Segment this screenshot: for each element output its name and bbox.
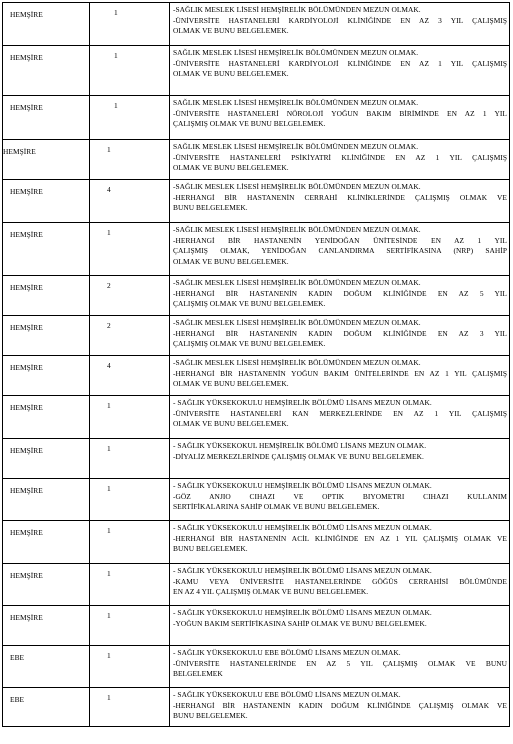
- position-count-cell: 2: [90, 276, 170, 316]
- requirement-line: OLMAK VE BUNU BELGELEMEK.: [173, 379, 289, 389]
- requirement-line: -SAĞLIK MESLEK LİSESİ HEMŞİRELİK BÖLÜMÜNDEN MEZUN OLMAK.: [173, 318, 421, 327]
- requirement-line: SERTİFİKALARINA SAHİP OLMAK VE BUNU BELGELEMEK.: [173, 502, 380, 512]
- requirement-line: - SAĞLIK YÜKSEKOKULU HEMŞİRELİK BÖLÜMÜ LİSANS MEZUN OLMAK.: [173, 523, 432, 532]
- position-title-cell: HEMŞİRE: [3, 479, 90, 521]
- table-row: [3, 3, 510, 46]
- position-count-cell: 1: [90, 140, 170, 180]
- requirement-line: EN AZ 4 YIL ÇALIŞMIŞ OLMAK VE BUNU BELGELEMEK.: [173, 587, 369, 597]
- position-count-cell: 1: [90, 223, 170, 276]
- table-row: [3, 46, 510, 96]
- requirements-cell: [170, 180, 510, 223]
- requirements-cell: [170, 140, 510, 180]
- requirement-line: -SAĞLIK MESLEK LİSESİ HEMŞİRELİK BÖLÜMÜNDEN MEZUN OLMAK.: [173, 278, 421, 287]
- requirement-line: - SAĞLIK YÜKSEKOKULU HEMŞİRELİK BÖLÜMÜ LİSANS MEZUN OLMAK.: [173, 398, 432, 407]
- requirement-line: - SAĞLIK YÜKSEKOKUL HEMŞİRELİK BÖLÜMÜ LİSANS MEZUN OLMAK.: [173, 441, 427, 450]
- requirement-line: OLMAK VE BUNU BELGELEMEK.: [173, 69, 289, 79]
- position-title-cell: HEMŞİRE: [3, 564, 90, 606]
- requirement-line: -HERHANGİ BİR HASTANENİN YENİDOĞAN ÜNİTESİNDE EN AZ 1 YIL: [173, 235, 507, 245]
- requirements-cell: [170, 396, 510, 439]
- position-count-cell: 4: [90, 180, 170, 223]
- requirement-line: -ÜNİVERSİTE HASTANELERİ PSİKİYATRİ KLİNİĞİNDE EN AZ 1 YIL ÇALIŞMIŞ: [173, 152, 507, 162]
- position-count-cell: 1: [90, 606, 170, 646]
- requirement-line: -ÜNİVERSİTE HASTANELERİ KARDİYOLOJİ KLİNİĞİNDE EN AZ 1 YIL ÇALIŞMIŞ: [173, 58, 507, 68]
- position-count-cell: 2: [90, 316, 170, 356]
- position-title-cell: HEMŞİRE: [3, 606, 90, 646]
- requirement-line: ÇALIŞMIŞ OLMAK, YENİDOĞAN CANLANDIRMA SERTİFİKASINA (NRP) SAHİP: [173, 246, 507, 256]
- requirement-line: -ÜNİVERSİTE HASTANELERİ KARDİYOLOJİ KLİNİĞİNDE EN AZ 3 YIL ÇALIŞMIŞ: [173, 15, 507, 25]
- requirements-cell: [170, 223, 510, 276]
- requirements-cell: [170, 46, 510, 96]
- requirement-line: -ÜNİVERSİTE HASTANELERİ NÖROLOJİ YOĞUN BAKIM BİRİMİNDE EN AZ 1 YIL: [173, 108, 507, 118]
- requirement-line: -SAĞLIK MESLEK LİSESİ HEMŞİRELİK BÖLÜMÜNDEN MEZUN OLMAK.: [173, 225, 421, 234]
- position-count-cell: 1: [90, 479, 170, 521]
- requirement-line: -HERHANGİ BİR HASTANENİN KADIN DOĞUM KLİNİĞİNDE EN AZ 3 YIL: [173, 328, 507, 338]
- requirement-line: - SAĞLIK YÜKSEKOKULU HEMŞİRELİK BÖLÜMÜ LİSANS MEZUN OLMAK.: [173, 566, 432, 575]
- position-count-cell: 1: [90, 521, 170, 564]
- position-title-cell: HEMŞİRE: [3, 396, 90, 439]
- requirement-line: -YOĞUN BAKIM SERTİFİKASINA SAHİP OLMAK VE BUNU BELGELEMEK.: [173, 618, 427, 628]
- requirements-cell: [170, 521, 510, 564]
- table-row: [3, 521, 510, 564]
- position-count-cell: 4: [90, 356, 170, 396]
- table-row: [3, 96, 510, 140]
- requirement-line: -ÜNİVERSİTE HASTANELERİNDE EN AZ 5 YIL ÇALIŞMIŞ OLMAK VE BUNU: [173, 658, 507, 668]
- requirements-cell: [170, 276, 510, 316]
- requirements-cell: [170, 564, 510, 606]
- position-title-cell: HEMŞİRE: [3, 3, 90, 46]
- requirement-line: ÇALIŞMIŞ OLMAK VE BUNU BELGELEMEK.: [173, 339, 326, 349]
- requirements-cell: [170, 646, 510, 688]
- requirement-line: ÇALIŞMIŞ OLMAK VE BUNU BELGELEMEK.: [173, 119, 326, 129]
- table-row: [3, 439, 510, 479]
- table-row: [3, 180, 510, 223]
- position-count-cell: 1: [90, 439, 170, 479]
- requirement-line: SAĞLIK MESLEK LİSESİ HEMŞİRELİK BÖLÜMÜNDEN MEZUN OLMAK.: [173, 142, 419, 151]
- requirement-line: -SAĞLIK MESLEK LİSESİ HEMŞİRELİK BÖLÜMÜNDEN MEZUN OLMAK.: [173, 182, 421, 191]
- position-title-cell: HEMŞİRE: [3, 180, 90, 223]
- table-row: [3, 564, 510, 606]
- position-count-cell: 1: [90, 46, 170, 96]
- table-row: [3, 356, 510, 396]
- requirement-line: -HERHANGİ BİR HASTANENİN KADIN DOĞUM KLİNİĞİNDE EN AZ 5 YIL: [173, 288, 507, 298]
- requirements-cell: [170, 316, 510, 356]
- position-title-cell: EBE: [3, 646, 90, 688]
- position-title-cell: EBE: [3, 688, 90, 727]
- requirements-cell: [170, 688, 510, 727]
- position-count-cell: 1: [90, 564, 170, 606]
- position-title-cell: HEMŞİRE: [3, 276, 90, 316]
- requirements-cell: [170, 3, 510, 46]
- requirement-line: -HERHANGİ BİR HASTANENİN CERRAHİ KLİNİKLERİNDE ÇALIŞMIŞ OLMAK VE: [173, 192, 507, 202]
- requirements-cell: [170, 96, 510, 140]
- requirement-line: -DİYALİZ MERKEZLERİNDE ÇALIŞMIŞ OLMAK VE BUNU BELGELEMEK.: [173, 451, 424, 461]
- requirement-line: BUNU BELGELEMEK.: [173, 544, 248, 554]
- requirement-line: -HERHANGİ BİR HASTANENİN KADIN DOĞUM KLİNİĞİNDE ÇALIŞMIŞ OLMAK VE: [173, 700, 507, 710]
- requirement-line: OLMAK VE BUNU BELGELEMEK.: [173, 256, 289, 266]
- table-row: [3, 646, 510, 688]
- requirement-line: -HERHANGİ BİR HASTANENİN ACİL KLİNİĞİNDE EN AZ 1 YIL ÇALIŞMIŞ OLMAK VE: [173, 533, 507, 543]
- requirement-line: OLMAK VE BUNU BELGELEMEK.: [173, 163, 289, 173]
- requirement-line: - SAĞLIK YÜKSEKOKULU EBE BÖLÜMÜ LİSANS MEZUN OLMAK.: [173, 648, 401, 657]
- requirement-line: - SAĞLIK YÜKSEKOKULU EBE BÖLÜMÜ LİSANS MEZUN OLMAK.: [173, 690, 401, 699]
- position-title-cell: HEMŞİRE: [3, 439, 90, 479]
- requirement-line: -HERHANGİ BİR HASTANENİN YOĞUN BAKIM ÜNİTELERİNDE EN AZ 1 YIL ÇALIŞMIŞ: [173, 368, 507, 378]
- position-count-cell: 1: [90, 3, 170, 46]
- requirement-line: -ÜNİVERSİTE HASTANELERİ KAN MERKEZLERİNDE EN AZ 1 YIL ÇALIŞMIŞ: [173, 408, 507, 418]
- position-count-cell: 1: [90, 646, 170, 688]
- requirement-line: ÇALIŞMIŞ OLMAK VE BUNU BELGELEMEK.: [173, 299, 326, 309]
- requirement-line: - SAĞLIK YÜKSEKOKULU HEMŞİRELİK BÖLÜMÜ LİSANS MEZUN OLMAK.: [173, 481, 432, 490]
- requirements-table-body: [3, 3, 510, 727]
- requirement-line: -SAĞLIK MESLEK LİSESİ HEMŞİRELİK BÖLÜMÜNDEN MEZUN OLMAK.: [173, 358, 421, 367]
- requirement-line: SAĞLIK MESLEK LİSESİ HEMŞİRELİK BÖLÜMÜNDEN MEZUN OLMAK.: [173, 48, 419, 57]
- position-title-cell: HEMŞİRE: [3, 316, 90, 356]
- table-row: [3, 223, 510, 276]
- position-title-cell: HEMŞİRE: [3, 223, 90, 276]
- requirement-line: SAĞLIK MESLEK LİSESİ HEMŞİRELİK BÖLÜMÜNDEN MEZUN OLMAK.: [173, 98, 419, 107]
- table-row: [3, 276, 510, 316]
- requirement-line: OLMAK VE BUNU BELGELEMEK.: [173, 419, 289, 429]
- requirement-line: BUNU BELGELEMEK.: [173, 711, 248, 721]
- position-title-cell: HEMŞİRE: [3, 356, 90, 396]
- requirements-cell: [170, 479, 510, 521]
- requirements-cell: [170, 356, 510, 396]
- requirement-line: -GÖZ ANJIO CIHAZI VE OPTIK BIYOMETRI CIHAZI KULLANIM: [173, 491, 507, 501]
- requirement-line: -KAMU VEYA ÜNİVERSİTE HASTANELERİNDE GÖĞÜS CERRAHİSİ BÖLÜMÜNDE: [173, 576, 507, 586]
- requirements-cell: [170, 606, 510, 646]
- position-title-cell: HEMŞİRE: [3, 46, 90, 96]
- requirement-line: -SAĞLIK MESLEK LİSESİ HEMŞİRELİK BÖLÜMÜNDEN MEZUN OLMAK.: [173, 5, 421, 14]
- table-row: [3, 606, 510, 646]
- position-count-cell: 1: [90, 96, 170, 140]
- requirement-line: BUNU BELGELEMEK.: [173, 203, 248, 213]
- position-count-cell: 1: [90, 396, 170, 439]
- table-row: [3, 396, 510, 439]
- table-row: [3, 140, 510, 180]
- table-row: [3, 479, 510, 521]
- requirement-line: BELGELEMEK: [173, 669, 223, 679]
- table-row: [3, 316, 510, 356]
- position-title-cell: HEMŞİRE: [3, 521, 90, 564]
- requirements-cell: [170, 439, 510, 479]
- position-count-cell: 1: [90, 688, 170, 727]
- position-title-cell: HEMŞİRE: [3, 96, 90, 140]
- requirement-line: OLMAK VE BUNU BELGELEMEK.: [173, 26, 289, 36]
- requirement-line: - SAĞLIK YÜKSEKOKULU HEMŞİRELİK BÖLÜMÜ LİSANS MEZUN OLMAK.: [173, 608, 432, 617]
- requirements-table: [2, 2, 510, 727]
- position-title-cell: HEMŞİRE: [3, 140, 90, 180]
- table-row: [3, 688, 510, 727]
